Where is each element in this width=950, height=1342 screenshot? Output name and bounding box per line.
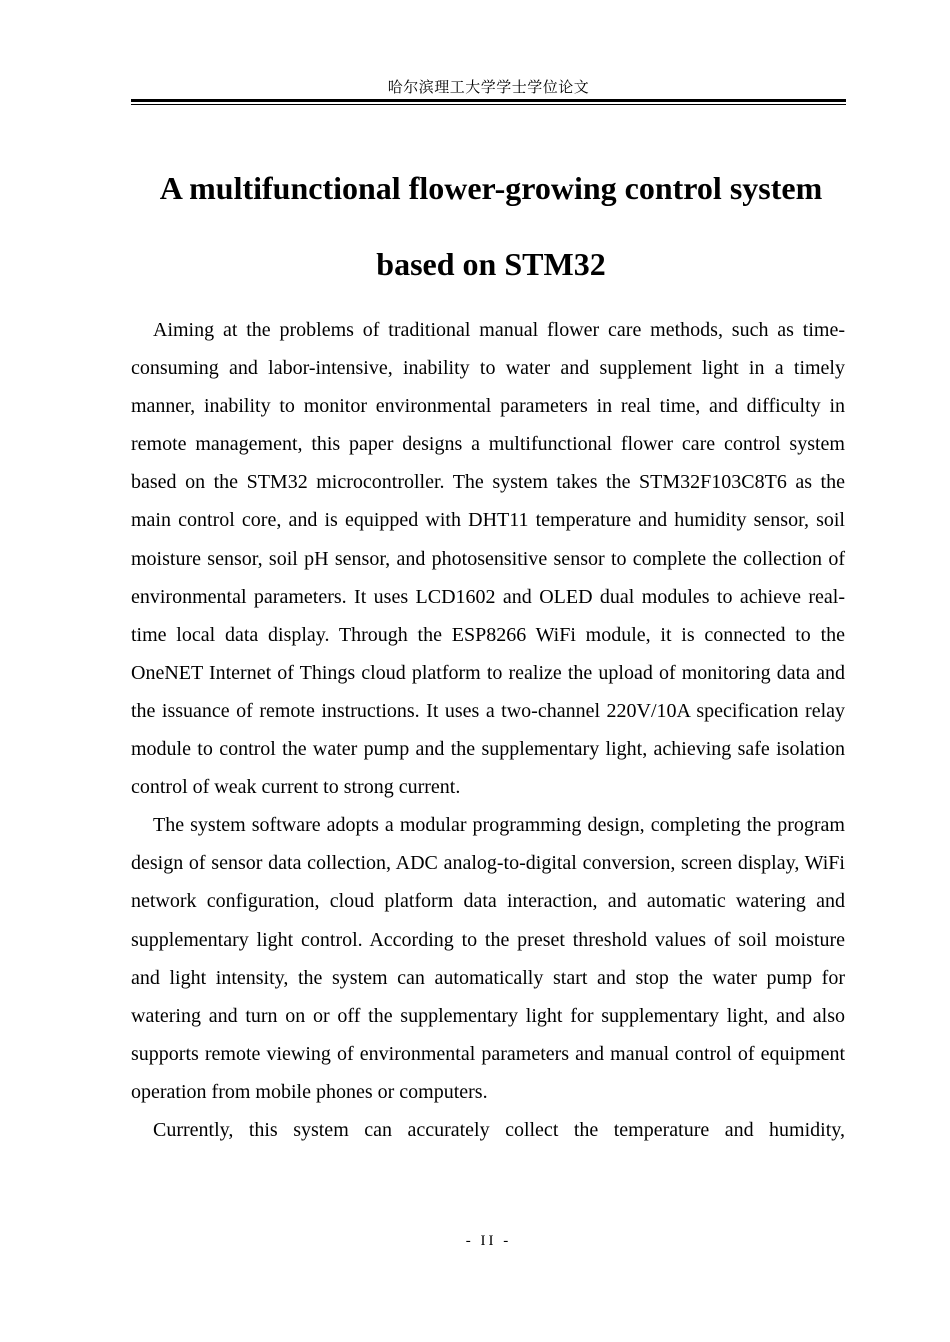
header-rule-thin bbox=[131, 104, 846, 105]
paper-title bbox=[131, 150, 851, 302]
abstract-body bbox=[131, 311, 845, 1149]
abstract-paragraph-1: Aiming at the problems of traditional manual flower care methods, such as time-consuming and labor-intensive, inability to water and supplement light in a timely manner, inability to monitor environmental parameters in real time, and difficulty in remote management, this paper designs a multifunctional flower care control system based on the STM32 microcontroller. The system takes the STM32F103C8T6 as the main control core, and is equipped with DHT11 temperature and humidity sensor, soil moisture sensor, soil pH sensor, and photosensitive sensor to complete the collection of environmental parameters. It uses LCD1602 and OLED dual modules to achieve real-time local data display. Through the ESP8266 WiFi module, it is connected to the OneNET Internet of Things cloud platform to realize the upload of monitoring data and the issuance of remote instructions. It uses a two-channel 220V/10A specification relay module to control the water pump and the supplementary light, achieving safe isolation control of weak current to strong current. bbox=[131, 319, 845, 799]
abstract-paragraph-2: The system software adopts a modular programming design, completing the program design of sensor data collection, ADC analog-to-digital conversion, screen display, WiFi network configuration, cloud platform data interaction, and automatic watering and supplementary light control. According to the preset threshold values of soil moisture and light intensity, the system can automatically start and stop the water pump for watering and turn on or off the supplementary light for supplementary light, and also supports remote viewing of environmental parameters and manual control of equipment operation from mobile phones or computers. bbox=[131, 814, 845, 1103]
paper-title-line-2: based on STM32 bbox=[376, 246, 606, 282]
abstract-paragraph-3: Currently, this system can accurately collect the temperature and humidity, bbox=[153, 1118, 845, 1141]
running-header: 哈尔滨理工大学学士学位论文 bbox=[387, 80, 590, 96]
page-number: - II - bbox=[465, 1233, 512, 1249]
paper-title-line-1: A multifunctional flower-growing control system bbox=[159, 170, 823, 206]
header-rule-thick bbox=[131, 99, 846, 102]
